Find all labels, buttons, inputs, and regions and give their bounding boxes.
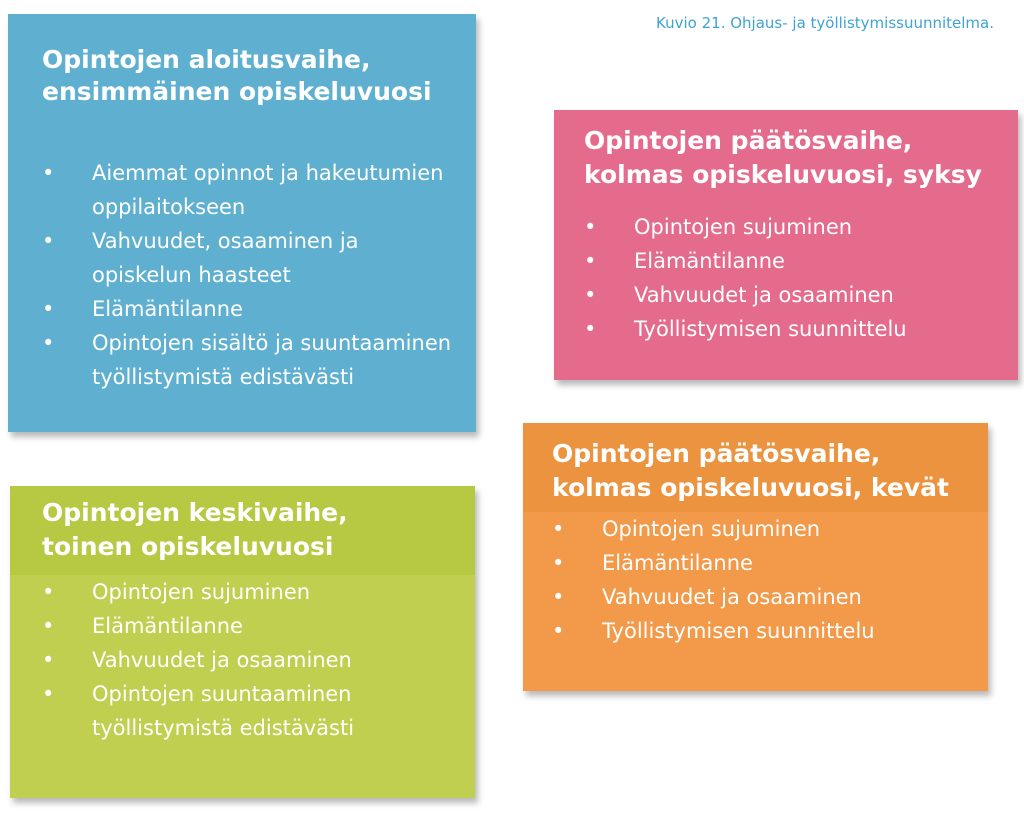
phase-title-line: Opintojen keskivaihe, <box>42 498 348 527</box>
phase-title-line: kolmas opiskeluvuosi, kevät <box>552 473 949 502</box>
list-item <box>584 244 1018 278</box>
list-item <box>42 643 475 677</box>
phase-topic-list <box>10 575 475 745</box>
phase-box-header <box>523 423 988 512</box>
list-item-line: opiskelun haasteet <box>92 263 291 287</box>
phase-topic-list <box>554 208 1018 346</box>
list-item-line: • Työllistymisen suunnittelu <box>634 317 907 341</box>
list-item-line: • Elämäntilanne <box>634 249 785 273</box>
phase-title-line: ensimmäinen opiskeluvuosi <box>42 77 432 106</box>
phase-title <box>552 437 988 505</box>
list-item <box>552 512 988 546</box>
list-item-line: • Elämäntilanne <box>92 297 243 321</box>
phase-topic-list <box>523 512 988 648</box>
list-item-line: • Vahvuudet ja osaaminen <box>634 283 894 307</box>
list-item <box>584 312 1018 346</box>
list-item-line: • Opintojen sisältö ja suuntaaminen <box>92 331 452 355</box>
list-item <box>584 210 1018 244</box>
list-item <box>552 546 988 580</box>
list-item-line: • Vahvuudet ja osaaminen <box>92 648 352 672</box>
list-item-line: oppilaitokseen <box>92 195 246 219</box>
list-item <box>42 326 476 394</box>
list-item-line: • Elämäntilanne <box>602 551 753 575</box>
list-item <box>584 278 1018 312</box>
figure-caption: Kuvio 21. Ohjaus- ja työllistymissuunnitelma. <box>656 14 994 32</box>
phase-title <box>42 44 476 108</box>
list-item-line: • Aiemmat opinnot ja hakeutumien <box>92 161 444 185</box>
list-item-line: työllistymistä edistävästi <box>92 716 355 740</box>
list-item-line: • Opintojen sujuminen <box>92 580 311 604</box>
list-item-line: työllistymistä edistävästi <box>92 365 355 389</box>
phase-box-header <box>10 486 475 575</box>
list-item-line: • Työllistymisen suunnittelu <box>602 619 875 643</box>
phase-box-final-spring <box>523 423 988 691</box>
list-item <box>42 224 476 292</box>
list-item-line: • Opintojen suuntaaminen <box>92 682 352 706</box>
phase-title-line: toinen opiskeluvuosi <box>42 532 334 561</box>
list-item-line: • Opintojen sujuminen <box>634 215 853 239</box>
phase-title-line: kolmas opiskeluvuosi, syksy <box>584 160 982 189</box>
phase-title <box>42 496 475 564</box>
phase-box-final-autumn <box>554 110 1018 380</box>
phase-title-line: Opintojen päätösvaihe, <box>552 439 881 468</box>
phase-title-line: Opintojen aloitusvaihe, <box>42 45 371 74</box>
list-item <box>42 609 475 643</box>
phase-box-start <box>8 14 476 432</box>
phase-title <box>584 124 1018 192</box>
list-item-line: • Vahvuudet, osaaminen ja <box>92 229 359 253</box>
phase-title-line: Opintojen päätösvaihe, <box>584 126 913 155</box>
list-item <box>42 156 476 224</box>
phase-box-header <box>8 14 476 154</box>
phase-box-middle <box>10 486 475 798</box>
list-item-line: • Opintojen sujuminen <box>602 517 821 541</box>
list-item <box>552 614 988 648</box>
list-item <box>42 677 475 745</box>
list-item-line: • Elämäntilanne <box>92 614 243 638</box>
phase-box-header <box>554 110 1018 208</box>
list-item <box>552 580 988 614</box>
list-item <box>42 575 475 609</box>
list-item <box>42 292 476 326</box>
phase-topic-list <box>8 154 476 394</box>
list-item-line: • Vahvuudet ja osaaminen <box>602 585 862 609</box>
